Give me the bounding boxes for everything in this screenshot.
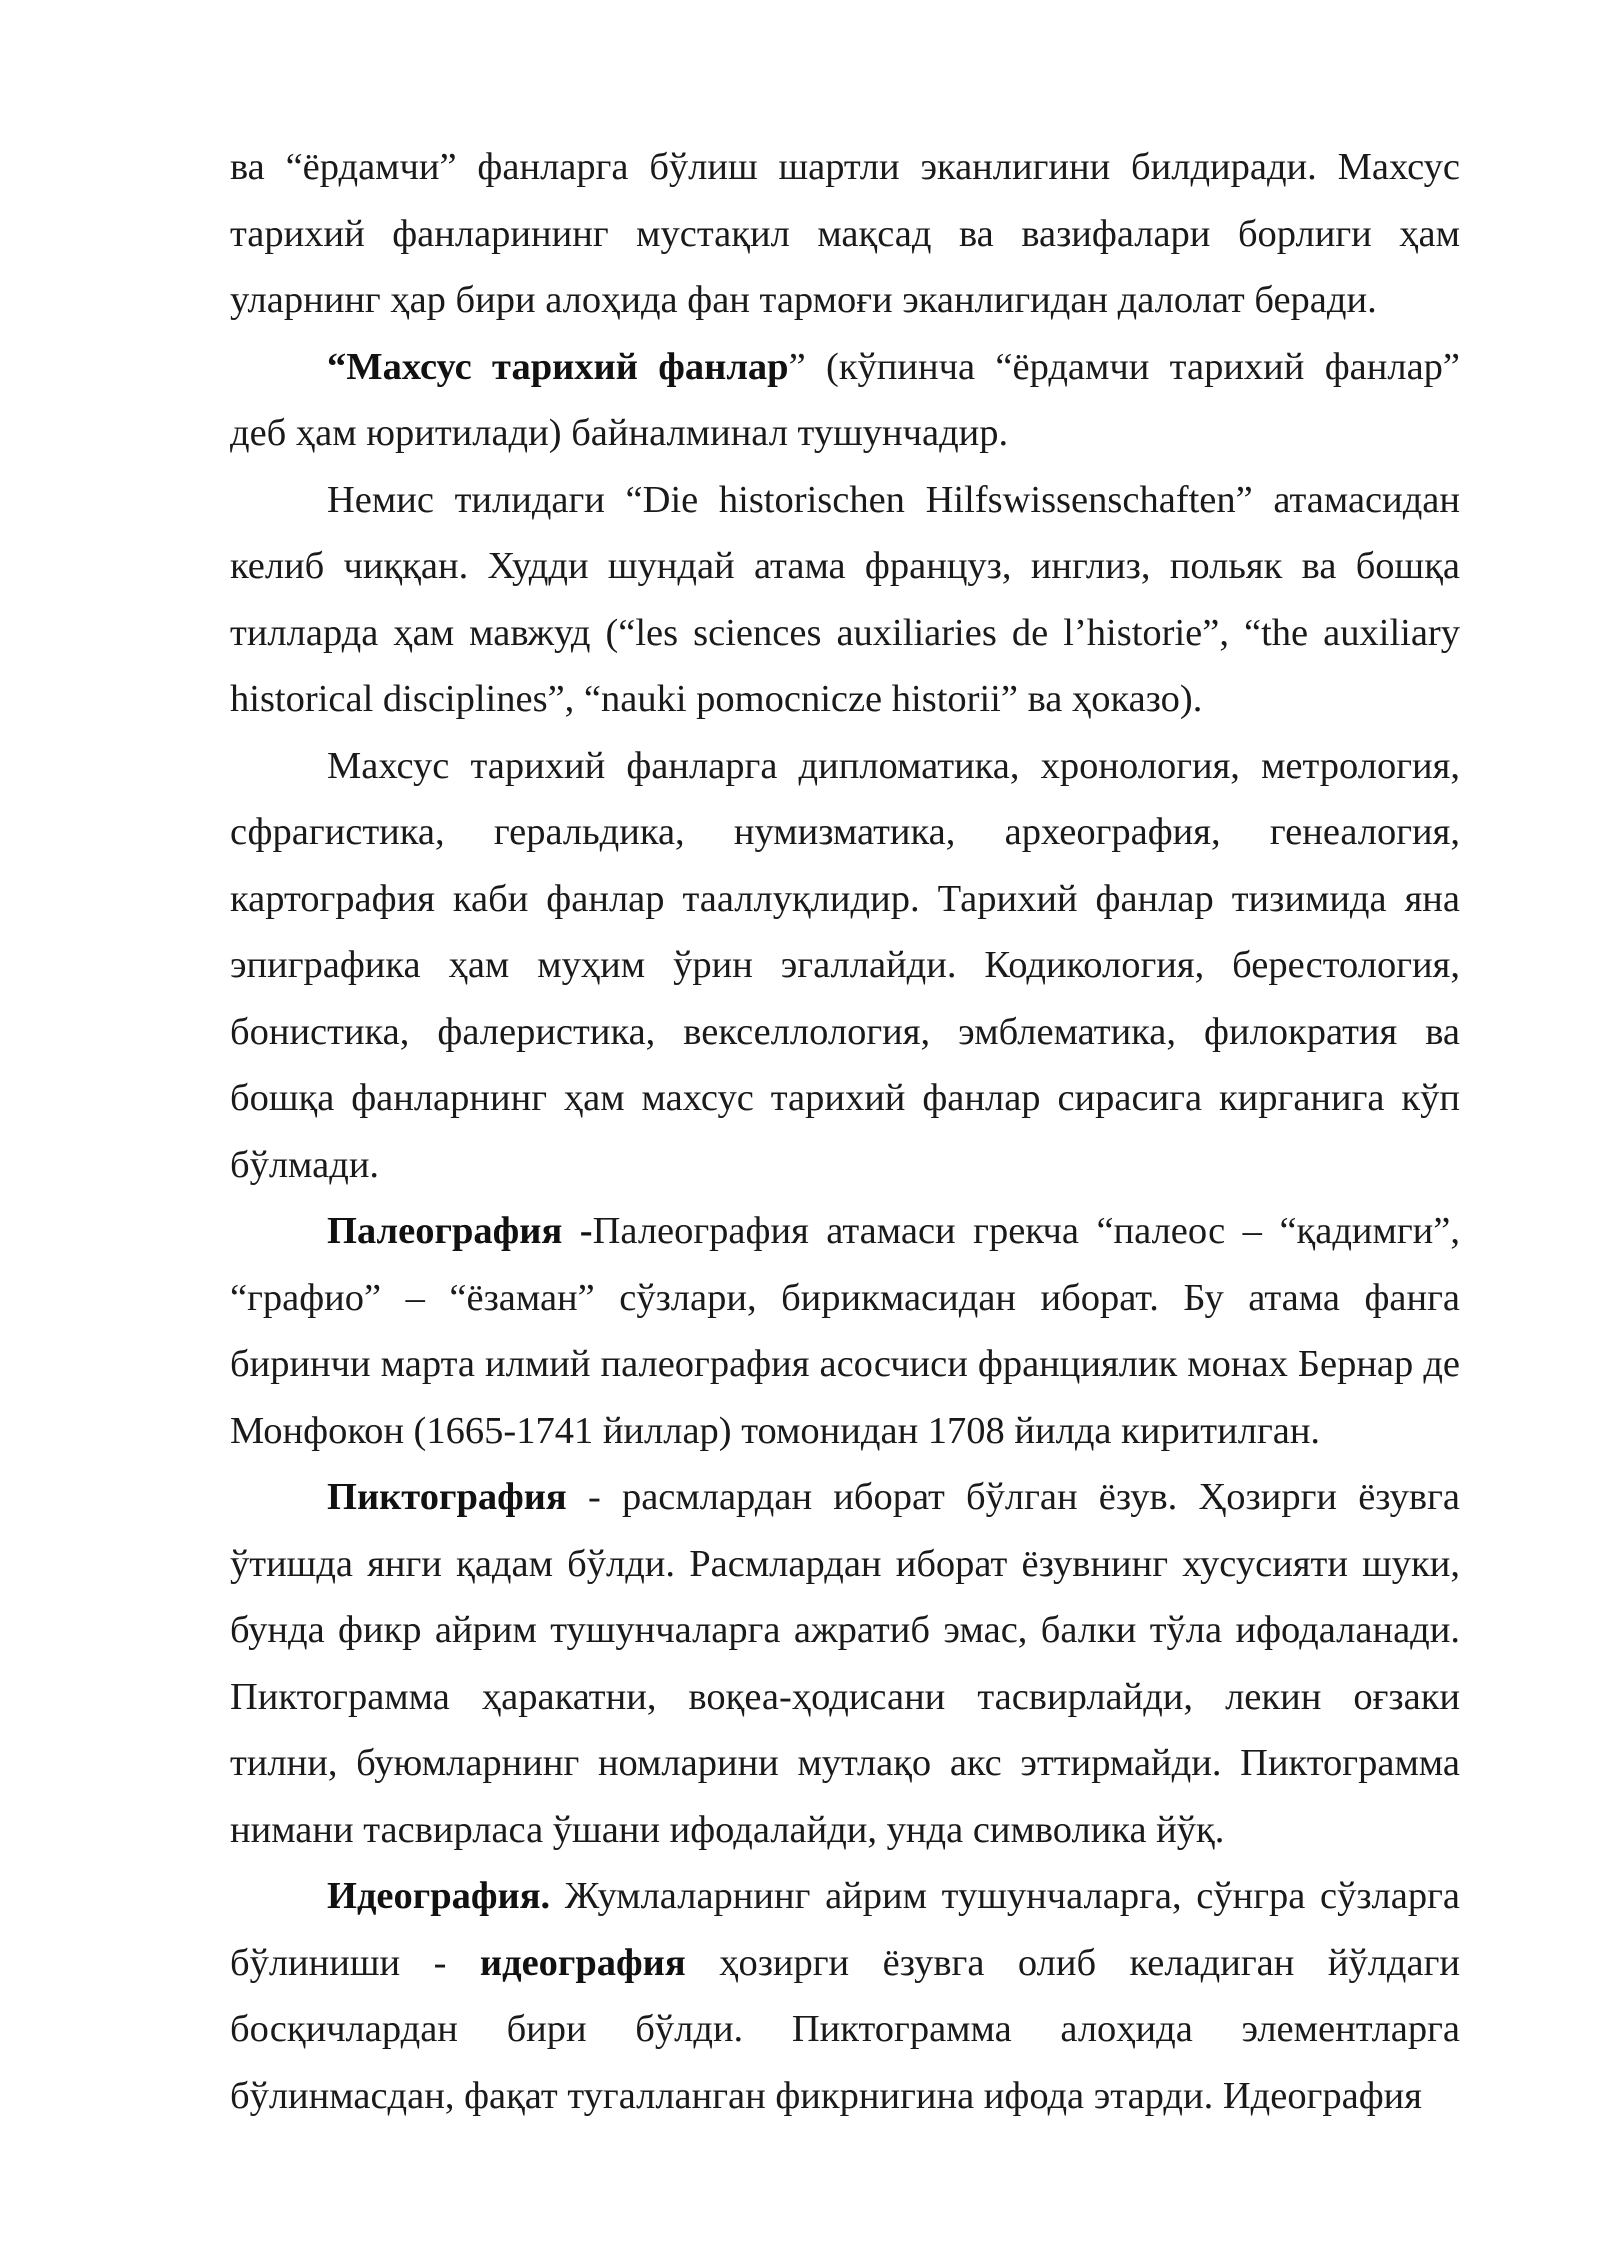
paragraph-3-text: Немис тилидаги “Die historischen Hilfswissenschaften” атамасидан келиб чиққан. Худди шундай атама француз, инглиз, польяк ва бошқа тилларда ҳам мавжуд (“les sciences auxiliaries de l’historie”, “the auxiliary historical disciplines”, “nauki pomocnicze historii” ва ҳоказо). [230, 478, 1460, 720]
paragraph-4-text: Махсус тарихий фанларга дипломатика, хронология, метрология, сфрагистика, геральдика, нумизматика, археография, генеалогия, картография каби фанлар тааллуқлидир. Тарихий фанлар тизимида яна эпиграфика ҳам муҳим ўрин эгаллайди. Кодикология, берестология, бонистика, фалеристика, векселлология, эмблематика, филократия ва бошқа фанларнинг ҳам махсус тарихий фанлар сирасига кирганига кўп бўлмади. [230, 744, 1460, 1186]
paragraph-3 [230, 467, 1460, 733]
term-paleography: Палеография - [327, 1210, 593, 1252]
term-ideography-heading: Идеография. [327, 1875, 551, 1917]
paragraph-7-text-part-2: ҳозирги ёзувга олиб келадиган йўлдаги босқичлардан бири бўлди. Пиктограмма алоҳида элементларга бўлинмасдан, фақат тугалланган фикрнигина ифода этарди. Идеография [230, 1941, 1460, 2117]
paragraph-7-text-part-1: Жумлаларнинг айрим тушунчаларга, сўнгра сўзларга бўлиниши - [230, 1875, 1460, 1984]
paragraph-1-text: ва “ёрдамчи” фанларга бўлиш шартли эканлигини билдиради. Махсус тарихий фанларининг мустақил мақсад ва вазифалари борлиги ҳам уларнинг ҳар бири алоҳида фан тармоғи эканлигидан далолат беради. [230, 146, 1460, 321]
paragraph-5 [230, 1198, 1460, 1464]
term-pictography: Пиктография [327, 1476, 567, 1518]
paragraph-6 [230, 1464, 1460, 1863]
document-page [230, 134, 1460, 2129]
paragraph-7 [230, 1863, 1460, 2129]
paragraph-4 [230, 733, 1460, 1199]
paragraph-6-text: - расмлардан иборат бўлган ёзув. Ҳозирги ёзувга ўтишда янги қадам бўлди. Расмлардан иборат ёзувнинг хусусияти шуки, бунда фикр айрим тушунчаларга ажратиб эмас, балки тўла ифодаланади. Пиктограмма ҳаракатни, воқеа-ҳодисани тасвирлайди, лекин оғзаки тилни, буюмларнинг номларини мутлақо акс эттирмайди. Пиктограмма нимани тасвирласа ўшани ифодалайди, унда символика йўқ. [230, 1476, 1460, 1851]
term-ideography-inline: идеография [479, 1941, 686, 1984]
paragraph-1 [230, 134, 1460, 334]
term-special-historical-sciences: “Махсус тарихий фанлар [327, 345, 789, 388]
paragraph-2-text: ” (кўпинча “ёрдамчи тарихий фанлар” деб ҳам юритилади) байналминал тушунчадир. [230, 345, 1460, 454]
paragraph-2 [230, 334, 1460, 467]
paragraph-5-text: Палеография атамаси грекча “палеос – “қадимги”, “графио” – “ёзаман” сўзлари, бирикмасидан иборат. Бу атама фанга биринчи марта илмий палеография асосчиси франциялик монах Бернар де Монфокон (1665-1741 йиллар) томонидан 1708 йилда киритилган. [230, 1210, 1460, 1452]
